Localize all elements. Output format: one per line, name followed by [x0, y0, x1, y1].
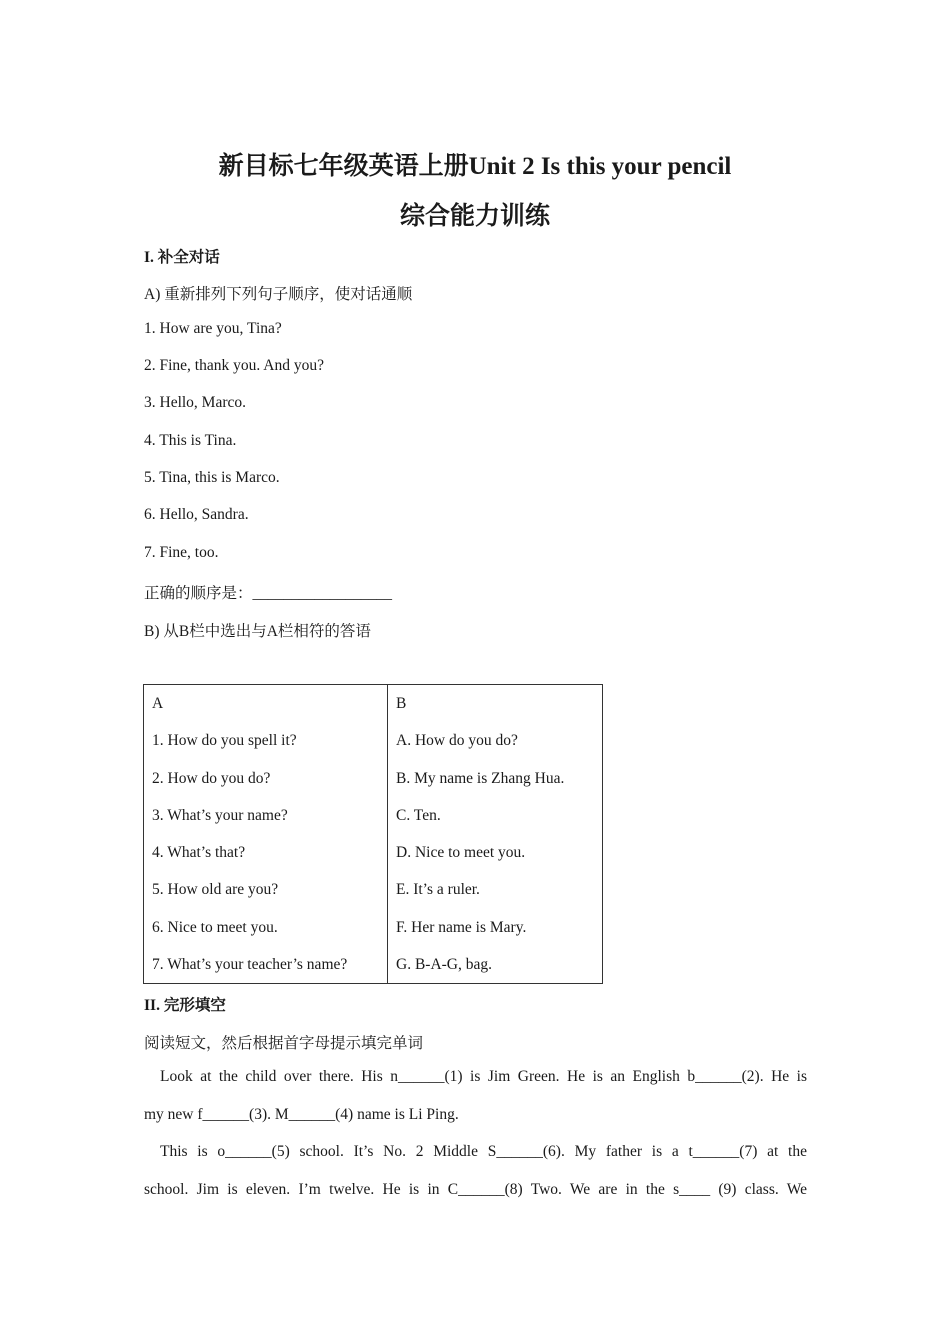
column-b-item: F. Her name is Mary. — [396, 918, 527, 936]
part-b-instruction: B) 从B栏中选出与A栏相符的答语 — [144, 623, 371, 640]
column-b-item: G. B-A-G, bag. — [396, 956, 492, 974]
worksheet-subtitle: 综合能力训练 — [399, 203, 550, 230]
part-a-instruction: A) 重新排列下列句子顺序，使对话通顺 — [144, 286, 413, 303]
paragraph1-line2: my new f______(3). M______(4) name is Li Ping. — [144, 1106, 459, 1123]
column-a-item: 3. What’s your name? — [152, 806, 288, 824]
answer-order-prompt: 正确的顺序是：__________________ — [144, 585, 393, 602]
column-b-item: C. Ten. — [396, 806, 441, 824]
paragraph2-line2: school. Jim is eleven. I’m twelve. He is in C______(8) Two. We are in the s____ (9) class. We — [144, 1181, 807, 1198]
sentence-item: 7. Fine, too. — [144, 544, 219, 561]
column-a — [144, 685, 388, 984]
matching-table — [143, 684, 603, 984]
column-b-item: E. It’s a ruler. — [396, 881, 480, 899]
column-b-item: D. Nice to meet you. — [396, 844, 526, 862]
column-a-header: A — [152, 695, 164, 712]
column-b — [388, 685, 603, 984]
sentence-item: 5. Tina, this is Marco. — [144, 469, 280, 486]
sentence-item: 1. How are you, Tina? — [144, 320, 282, 337]
sentence-item: 6. Hello, Sandra. — [144, 506, 249, 523]
column-a-item: 4. What’s that? — [152, 844, 246, 862]
sentence-item: 3. Hello, Marco. — [144, 394, 247, 411]
column-b-item: A. How do you do? — [396, 732, 518, 750]
column-a-item: 5. How old are you? — [152, 881, 279, 899]
paragraph1-line1: Look at the child over there. His n______(1) is Jim Green. He is an English b______(2). He is — [160, 1068, 807, 1085]
section1-heading: I. 补全对话 — [144, 249, 220, 266]
worksheet-title: 新目标七年级英语上册Unit 2 Is this your pencil — [218, 153, 732, 180]
section2-heading: II. 完形填空 — [144, 997, 226, 1014]
column-b-item: B. My name is Zhang Hua. — [396, 769, 565, 787]
column-a-item: 6. Nice to meet you. — [152, 918, 278, 936]
paragraph2-line1: This is o______(5) school. It’s No. 2 Middle S______(6). My father is a t______(7) at the — [160, 1143, 807, 1160]
column-a-item: 7. What’s your teacher’s name? — [152, 956, 348, 974]
column-a-item: 1. How do you spell it? — [152, 732, 297, 750]
sentence-item: 4. This is Tina. — [144, 432, 237, 449]
column-b-header: B — [396, 695, 407, 712]
section2-instruction: 阅读短文，然后根据首字母提示填完单词 — [144, 1035, 424, 1052]
column-a-item: 2. How do you do? — [152, 769, 271, 787]
sentence-item: 2. Fine, thank you. And you? — [144, 357, 324, 374]
